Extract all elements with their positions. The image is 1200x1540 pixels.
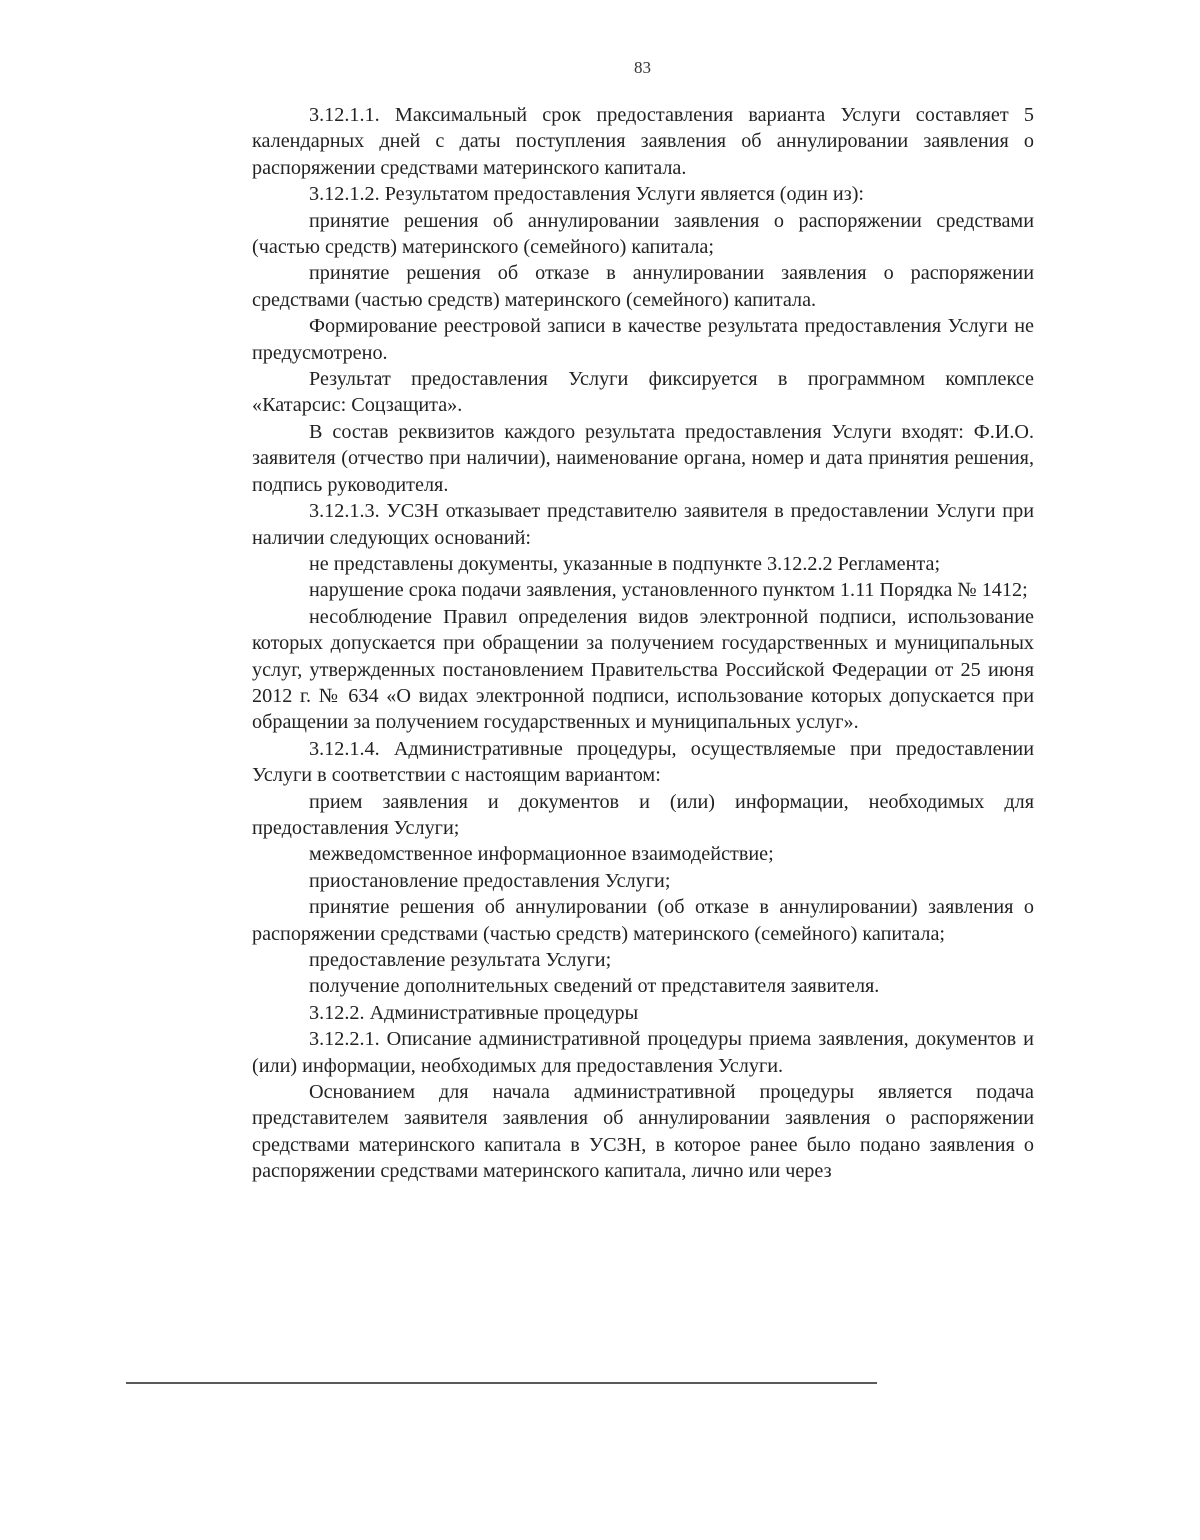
paragraph: получение дополнительных сведений от представителя заявителя. xyxy=(309,975,880,998)
paragraph: В состав реквизитов каждого результата предоставления Услуги входят: Ф.И.О. заявителя (отчество при наличии), наименование органа, номер и дата принятия решения, подпись руководителя. xyxy=(252,420,1034,496)
paragraph: Основанием для начала административной процедуры является подача представителем заявителя заявления об аннулировании заявления о распоряжении средствами материнского капитала в УСЗН, в которое ранее было подано заявления о распоряжении средствами материнского капитала, лично или через xyxy=(252,1081,1034,1183)
paragraph: приостановление предоставления Услуги; xyxy=(309,869,671,892)
paragraph: 3.12.1.4. Административные процедуры, осуществляемые при предоставлении Услуги в соответствии с настоящим вариантом: xyxy=(252,737,1034,787)
page-number: 83 xyxy=(634,58,651,77)
paragraph: прием заявления и документов и (или) информации, необходимых для предоставления Услуги; xyxy=(252,790,1034,839)
paragraph: нарушение срока подачи заявления, установленного пунктом 1.11 Порядка № 1412; xyxy=(309,579,1028,602)
paragraph: 3.12.1.2. Результатом предоставления Услуги является (один из): xyxy=(309,183,865,206)
paragraph: принятие решения об аннулировании заявления о распоряжении средствами (частью средств) материнского (семейного) капитала; xyxy=(252,209,1034,259)
footnote-divider xyxy=(126,1382,877,1384)
paragraph: 3.12.2. Административные процедуры xyxy=(309,1001,639,1024)
paragraph: принятие решения об отказе в аннулировании заявления о распоряжении средствами (частью средств) материнского (семейного) капитала. xyxy=(252,262,1034,311)
paragraph: 3.12.2.1. Описание административной процедуры приема заявления, документов и (или) информации, необходимых для предоставления Услуги. xyxy=(252,1028,1034,1077)
paragraph: Результат предоставления Услуги фиксируется в программном комплексе «Катарсис: Соцзащита». xyxy=(252,368,1034,417)
paragraph: Формирование реестровой записи в качестве результата предоставления Услуги не предусмотрено. xyxy=(252,315,1034,364)
paragraph: 3.12.1.1. Максимальный срок предоставления варианта Услуги составляет 5 календарных дней с даты поступления заявления об аннулировании заявления о распоряжении средствами материнского капитала. xyxy=(252,104,1034,179)
document-body xyxy=(252,102,1034,1185)
paragraph: принятие решения об аннулировании (об отказе в аннулировании) заявления о распоряжении средствами (частью средств) материнского (семейного) капитала; xyxy=(252,896,1034,945)
paragraph: несоблюдение Правил определения видов электронной подписи, использование которых допускается при обращении за получением государственных и муниципальных услуг, утвержденных постановлением Правительства Российской Федерации от 25 июня 2012 г. № 634 «О видах электронной подписи, использование которых допускается при обращении за получением государственных и муниципальных услуг». xyxy=(252,605,1034,734)
paragraph: межведомственное информационное взаимодействие; xyxy=(309,843,774,866)
paragraph: предоставление результата Услуги; xyxy=(309,949,612,971)
paragraph: 3.12.1.3. УСЗН отказывает представителю заявителя в предоставлении Услуги при наличии следующих оснований: xyxy=(252,500,1034,549)
paragraph: не представлены документы, указанные в подпункте 3.12.2.2 Регламента; xyxy=(309,552,941,575)
